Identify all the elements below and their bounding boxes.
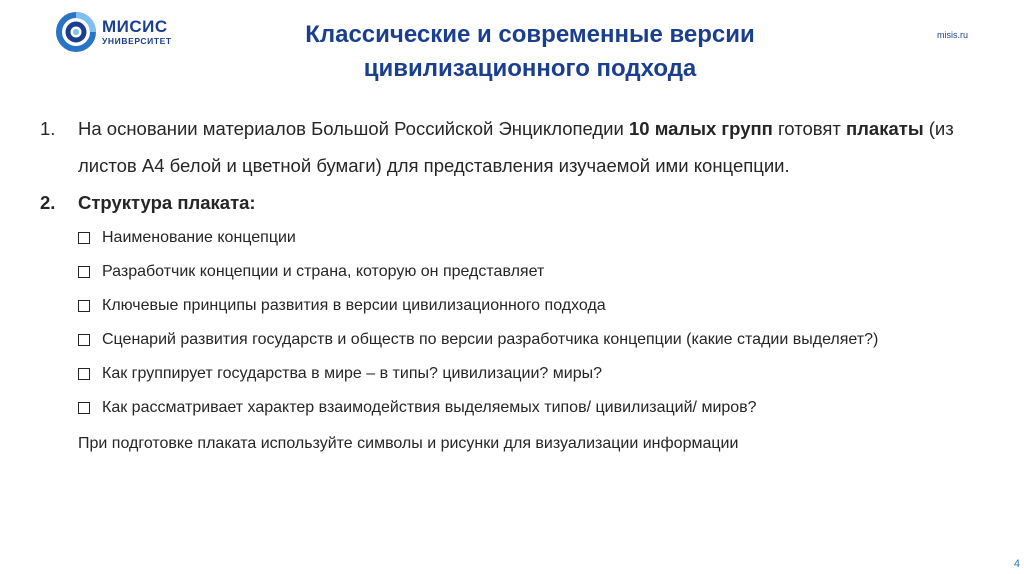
numbered-item-1 [40,110,990,184]
item-number: 2. [40,192,56,213]
list-item [40,357,990,391]
item-text-bold: плакаты [846,118,924,139]
list-item [40,221,990,255]
item-number: 1. [40,118,56,139]
list-item-text: Сценарий развития государств и обществ по версии разработчика концепции (какие стадии выделяет?) [102,331,879,348]
item-heading: Структура плаката: [78,192,256,213]
list-item [40,391,990,425]
checkbox-bullet-icon [78,402,90,414]
logo-subtitle: УНИВЕРСИТЕТ [102,36,172,47]
poster-structure-list [40,221,990,425]
list-item-text: Разработчик концепции и страна, которую он представляет [102,263,545,280]
item-text [78,110,990,184]
slide-title [230,18,830,86]
university-logo [56,12,172,52]
numbered-item-2 [40,184,990,221]
title-line-1: Классические и современные версии [305,21,755,48]
site-link[interactable]: misis.ru [937,30,968,40]
item-text-part: На основании материалов Большой Российской Энциклопедии [78,118,629,139]
checkbox-bullet-icon [78,334,90,346]
page-number: 4 [1013,558,1020,570]
list-item-text: Ключевые принципы развития в версии цивилизационного подхода [102,297,606,314]
list-item [40,323,990,357]
misis-logo-icon [56,12,96,52]
title-line-2: цивилизационного подхода [363,55,697,82]
item-text-part: (из листов А4 белой и цветной бумаги) для представления изучаемой ими концепции. [78,118,954,176]
item-text-part: готовят [772,118,846,139]
checkbox-bullet-icon [78,368,90,380]
list-item [40,255,990,289]
logo-name: МИСИС [102,17,168,37]
list-item-text: Наименование концепции [102,229,296,246]
list-item-text: Как рассматривает характер взаимодействия выделяемых типов/ цивилизаций/ миров? [102,399,757,416]
checkbox-bullet-icon [78,266,90,278]
list-item-text: Как группирует государства в мире – в типы? цивилизации? миры? [102,365,602,382]
checkbox-bullet-icon [78,300,90,312]
slide-content [40,110,990,461]
checkbox-bullet-icon [78,232,90,244]
item-text-bold: 10 малых групп [629,118,773,139]
footer-note: При подготовке плаката используйте символы и рисунки для визуализации информации [78,435,739,452]
list-item [40,289,990,323]
